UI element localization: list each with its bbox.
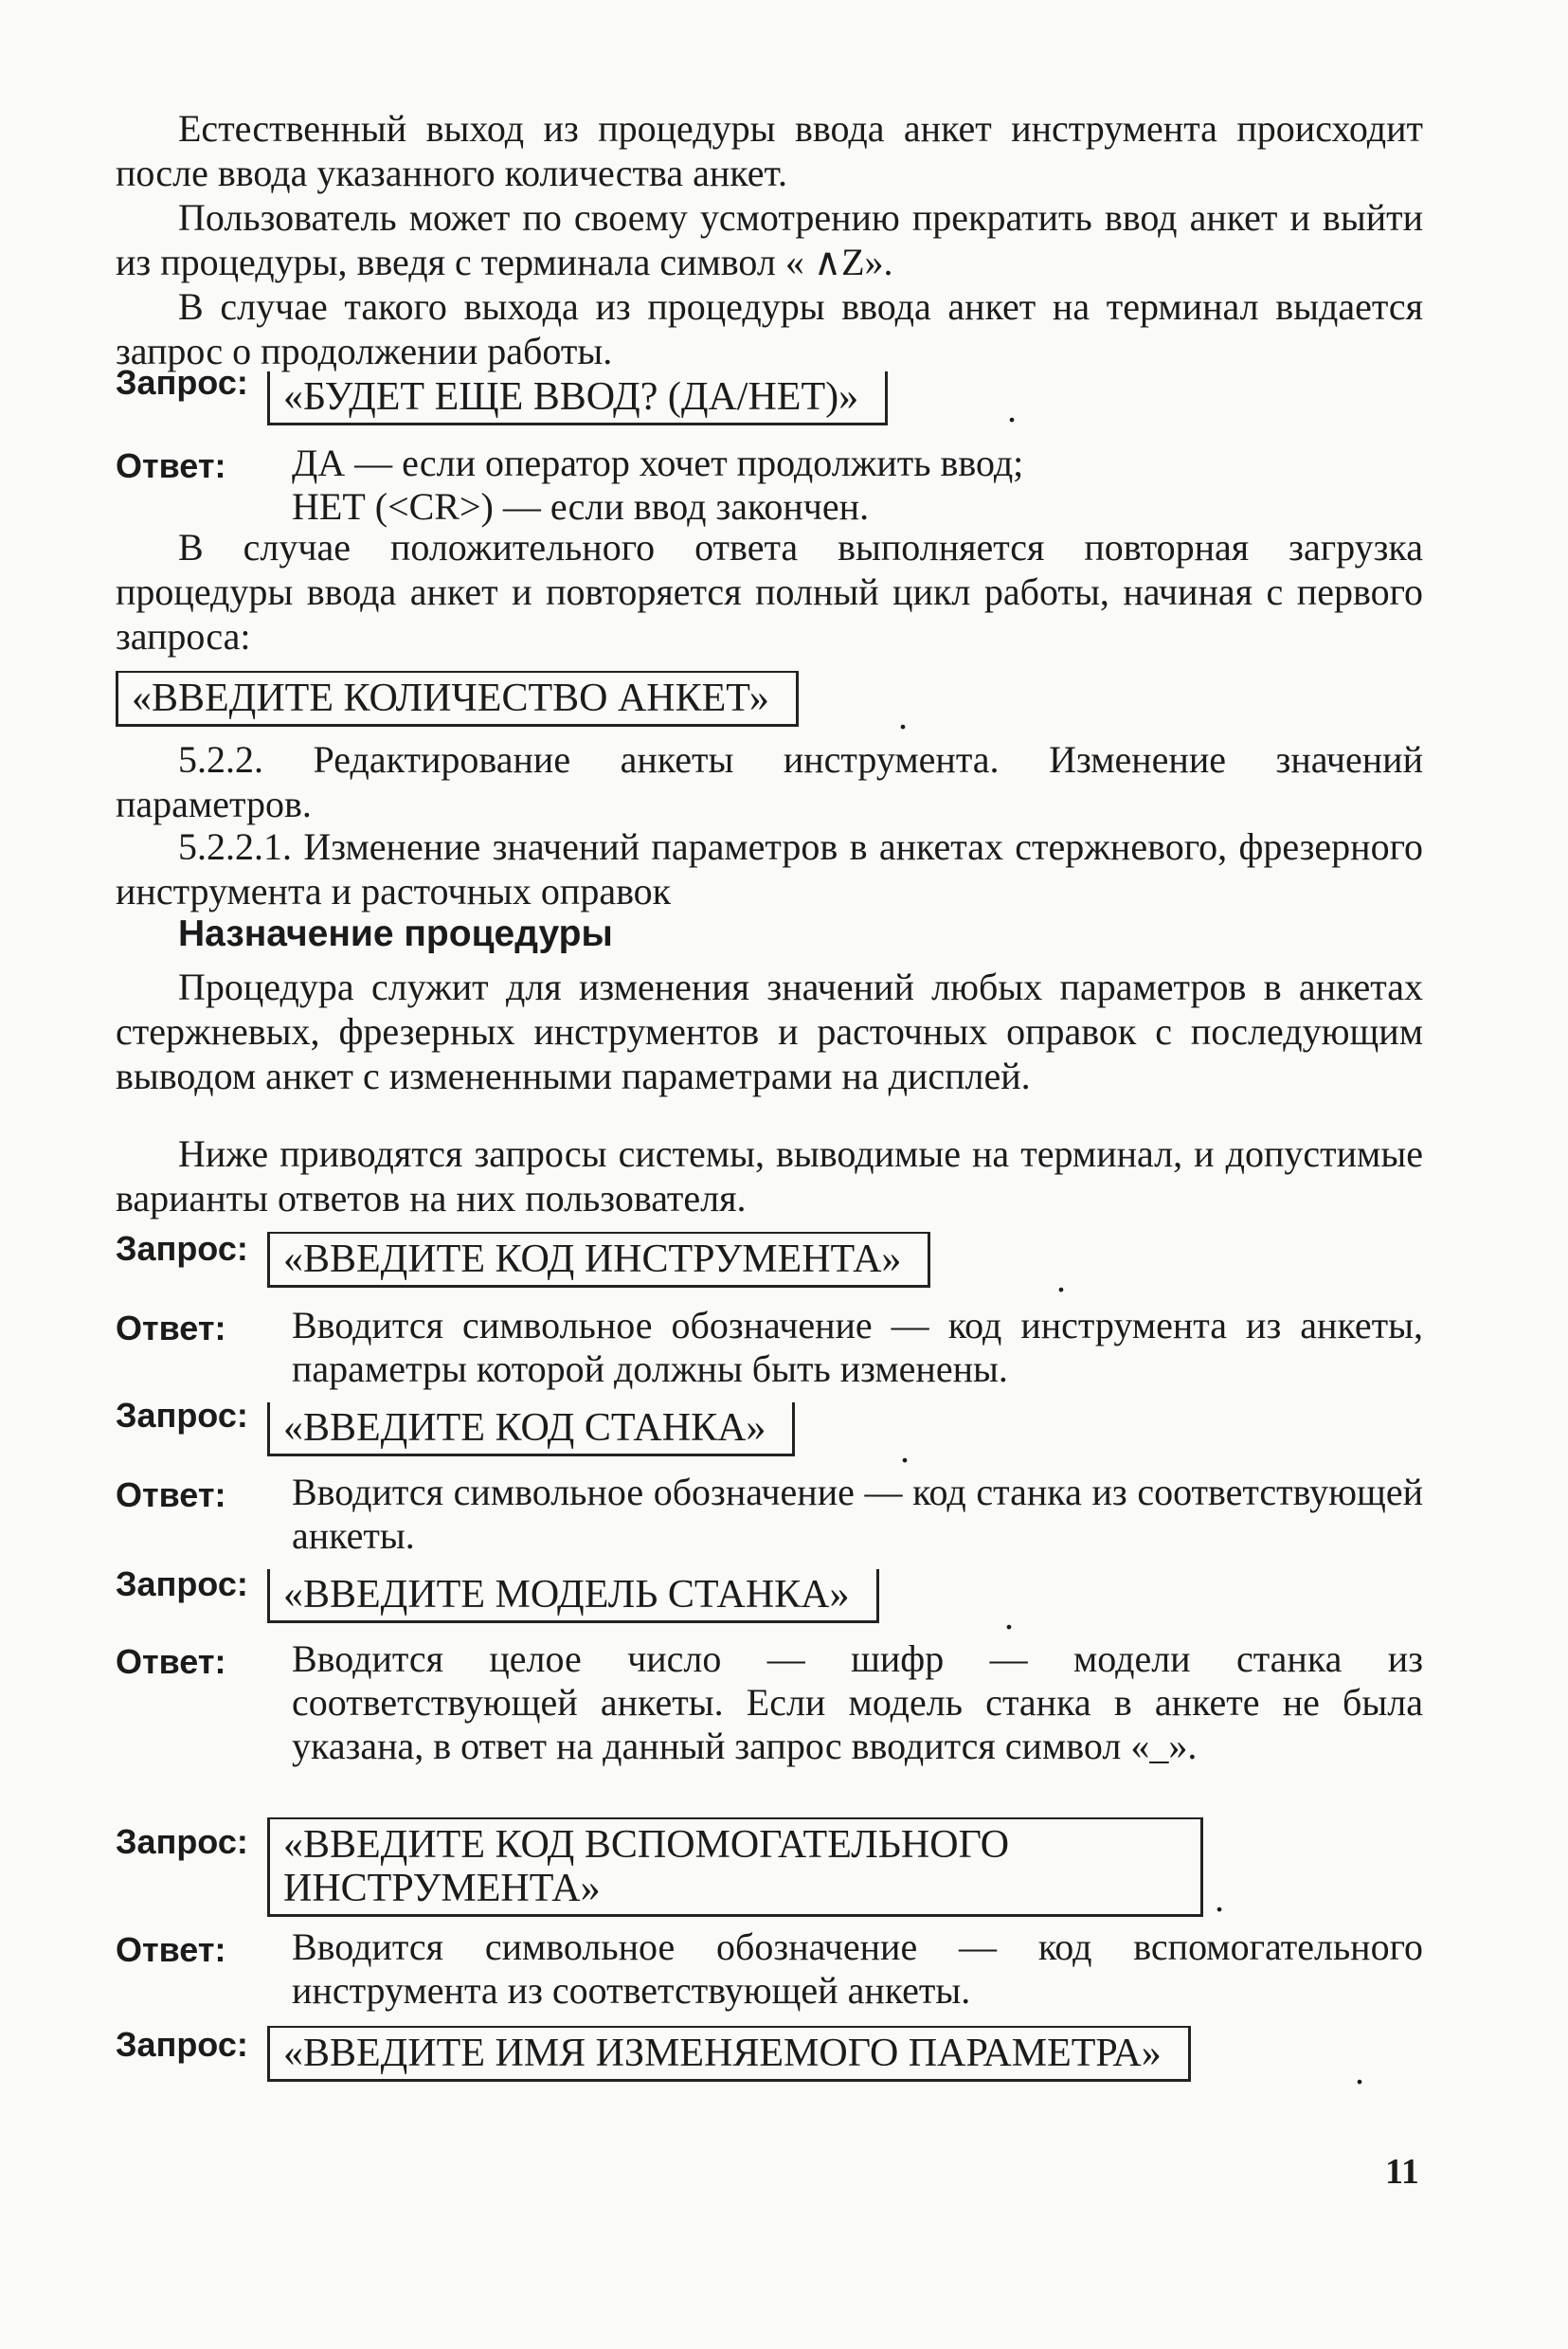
- paragraph-continue-query: В случае такого выхода из процедуры ввода анкет на терминал выдается запрос о продолжении работы.: [116, 285, 1423, 372]
- query-dot: .: [898, 695, 908, 737]
- section-5-2-2-1: 5.2.2.1. Изменение значений параметров в анкетах стержневого, фрезерного инструмента и расточных оправок: [116, 825, 1423, 912]
- paragraph-natural-exit: Естественный выход из процедуры ввода анкет инструмента происходит после ввода указанного количества анкет.: [116, 107, 1423, 194]
- query-label: Запрос:: [116, 2025, 248, 2064]
- query-box-parameter-name: «ВВЕДИТЕ ИМЯ ИЗМЕНЯЕМОГО ПАРАМЕТРА»: [267, 2026, 1191, 2082]
- query-label: Запрос:: [116, 363, 248, 402]
- query-label: Запрос:: [116, 1822, 248, 1861]
- heading-purpose: Назначение процедуры: [178, 913, 613, 954]
- query-dot: .: [1056, 1257, 1066, 1300]
- answer-label: Ответ:: [116, 446, 226, 485]
- query-box-tool-code: «ВВЕДИТЕ КОД ИНСТРУМЕНТА»: [267, 1232, 930, 1288]
- section-5-2-2: 5.2.2. Редактирование анкеты инструмента. Изменение значений параметров.: [116, 738, 1423, 825]
- paragraph-purpose: Процедура служит для изменения значений любых параметров в анкетах стержневых, фрезерных инструментов и расточных оправок с последующим выводом анкет с измененными параметрами на дисплей.: [116, 966, 1423, 1097]
- answer-tool-code: Вводится символьное обозначение — код инструмента из анкеты, параметры которой должны быть изменены.: [292, 1304, 1423, 1390]
- answer-label: Ответ:: [116, 1309, 226, 1347]
- answer-machine-code: Вводится символьное обозначение — код станка из соответствующей анкеты.: [292, 1471, 1423, 1557]
- query-dot: .: [1007, 388, 1017, 430]
- answer-aux-tool-code: Вводится символьное обозначение — код вспомогательного инструмента из соответствующей анкеты.: [292, 1925, 1423, 2012]
- query-box-more-input: «БУДЕТ ЕЩЕ ВВОД? (ДА/НЕТ)»: [267, 371, 888, 425]
- answer-no: НЕТ (<CR>) — если ввод закончен.: [292, 485, 870, 528]
- paragraph-queries-intro: Ниже приводятся запросы системы, выводимые на терминал, и допустимые варианты ответов на них пользователя.: [116, 1132, 1423, 1220]
- query-label: Запрос:: [116, 1229, 248, 1268]
- query-dot: .: [1215, 1877, 1224, 1920]
- page-number: 11: [1385, 2152, 1419, 2192]
- query-box-count: «ВВЕДИТЕ КОЛИЧЕСТВО АНКЕТ»: [116, 671, 799, 727]
- query-dot: .: [1355, 2050, 1364, 2092]
- paragraph-positive-answer: В случае положительного ответа выполняется повторная загрузка процедуры ввода анкет и повторяется полный цикл работы, начиная с первого запроса:: [116, 526, 1423, 658]
- query-dot: .: [900, 1428, 910, 1471]
- query-box-machine-code: «ВВЕДИТЕ КОД СТАНКА»: [267, 1402, 795, 1456]
- answer-machine-model: Вводится целое число — шифр — модели станка из соответствующей анкеты. Если модель станка в анкете не была указана, в ответ на данный запрос вводится символ «_».: [292, 1637, 1423, 1767]
- query-dot: .: [1004, 1595, 1014, 1637]
- query-label: Запрос:: [116, 1564, 248, 1603]
- query-box-machine-model: «ВВЕДИТЕ МОДЕЛЬ СТАНКА»: [267, 1569, 879, 1623]
- query-box-aux-tool-code: «ВВЕДИТЕ КОД ВСПОМОГАТЕЛЬНОГО ИНСТРУМЕНТА»: [267, 1817, 1203, 1917]
- answer-yes: ДА — если оператор хочет продолжить ввод;: [292, 442, 1024, 484]
- paragraph-user-exit: Пользователь может по своему усмотрению прекратить ввод анкет и выйти из процедуры, введя с терминала символ « ∧Z».: [116, 196, 1423, 283]
- query-label: Запрос:: [116, 1396, 248, 1435]
- answer-label: Ответ:: [116, 1930, 226, 1969]
- answer-label: Ответ:: [116, 1642, 226, 1681]
- answer-label: Ответ:: [116, 1475, 226, 1514]
